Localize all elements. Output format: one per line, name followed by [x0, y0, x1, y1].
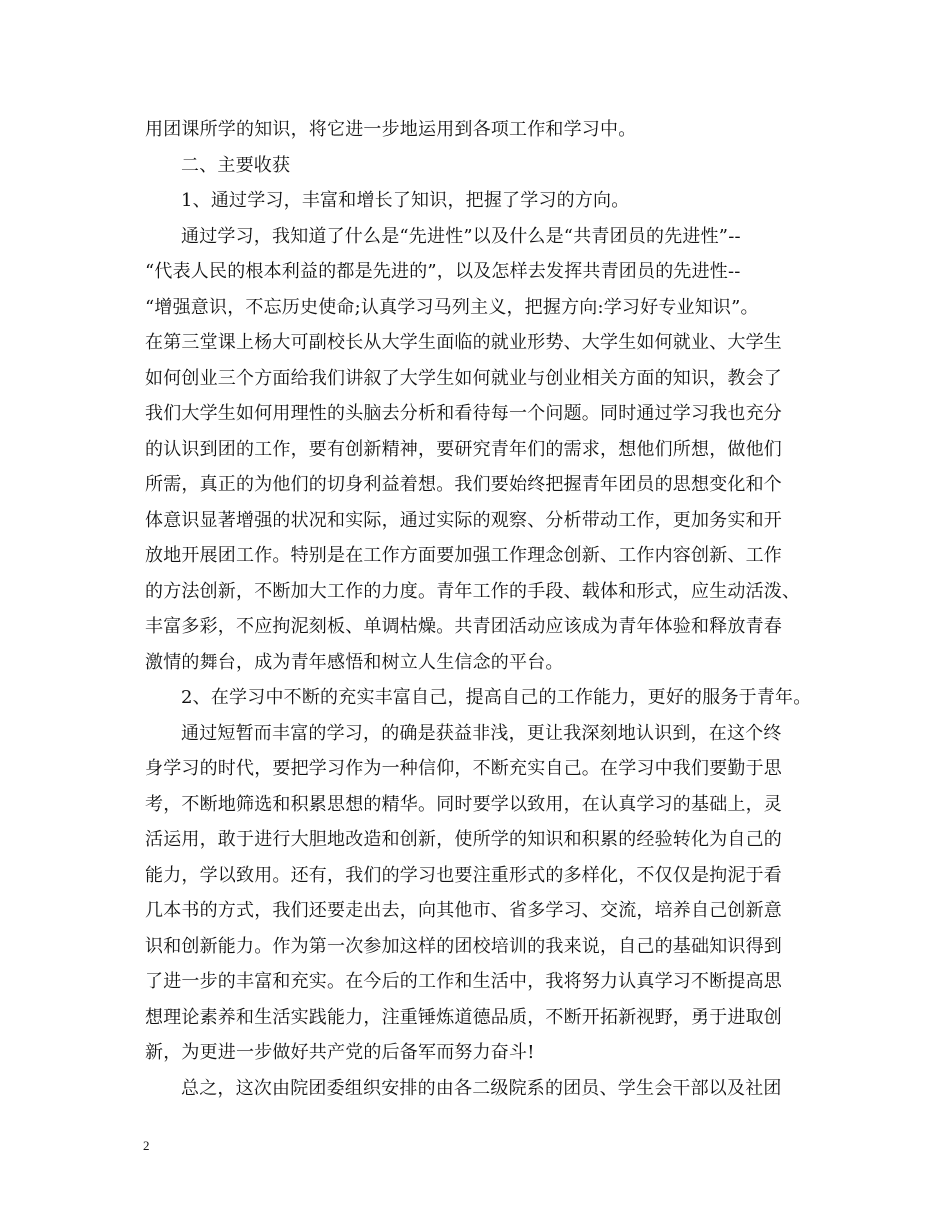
text-line: 二、主要收获 — [181, 154, 291, 176]
text-line: 活运用，敢于进行大胆地改造和创新，使所学的知识和积累的经验转化为自己的 — [145, 829, 782, 850]
text-line: 了进一步的丰富和充实。在今后的工作和生活中，我将努力认真学习不断提高思 — [145, 971, 782, 992]
text-line: 通过学习，我知道了什么是“先进性”以及什么是“共青团员的先进性”-- — [181, 225, 741, 247]
text-line: 在第三堂课上杨大可副校长从大学生面临的就业形势、大学生如何就业、大学生 — [145, 332, 782, 353]
text-line: 用团课所学的知识，将它进一步地运用到各项工作和学习中。 — [145, 119, 637, 140]
text-line: 通过短暂而丰富的学习，的确是获益非浅，更让我深刻地认识到，在这个终 — [181, 722, 782, 744]
text-line: 想理论素养和生活实践能力，注重锤炼道德品质，不断开拓新视野，勇于进取创 — [145, 1006, 782, 1028]
text-line: 新，为更进一步做好共产党的后备军而努力奋斗! — [145, 1042, 535, 1063]
text-line: 1、通过学习，丰富和增长了知识，把握了学习的方向。 — [181, 190, 630, 211]
text-line: 身学习的时代，要把学习作为一种信仰，不断充实自己。在学习中我们要勤于思 — [145, 758, 782, 779]
text-line: 如何创业三个方面给我们讲叙了大学生如何就业与创业相关方面的知识，教会了 — [145, 367, 782, 389]
text-line: 所需，真正的为他们的切身利益着想。我们要始终把握青年团员的思想变化和个 — [145, 474, 782, 495]
text-line: 能力，学以致用。还有，我们的学习也要注重形式的多样化，不仅仅是拘泥于看 — [145, 864, 782, 886]
text-line: “增强意识，不忘历史使命;认真学习马列主义，把握方向:学习好专业知识”。 — [145, 296, 759, 318]
text-line: 激情的舞台，成为青年感悟和树立人生信念的平台。 — [145, 651, 564, 673]
text-line: 总之，这次由院团委组织安排的由各二级院系的团员、学生会干部以及社团 — [181, 1077, 782, 1099]
text-line: 体意识显著增强的状况和实际，通过实际的观察、分析带动工作，更加务实和开 — [145, 509, 782, 531]
text-line: 丰富多彩，不应拘泥刻板、单调枯燥。共青团活动应该成为青年体验和释放青春 — [145, 616, 782, 637]
text-line: 考，不断地筛选和积累思想的精华。同时要学以致用，在认真学习的基础上，灵 — [145, 793, 782, 815]
text-line: 2、在学习中不断的充实丰富自己，提高自己的工作能力，更好的服务于青年。 — [181, 687, 812, 708]
text-line: “代表人民的根本利益的都是先进的”，以及怎样去发挥共青团员的先进性-- — [145, 261, 741, 282]
text-line: 几本书的方式，我们还要走出去，向其他市、省多学习、交流，培养自己创新意 — [145, 900, 782, 921]
body-text — [145, 112, 825, 1106]
text-line: 的方法创新，不断加大工作的力度。青年工作的手段、载体和形式，应生动活泼、 — [145, 580, 801, 602]
text-line: 的认识到团的工作，要有创新精神，要研究青年们的需求，想他们所想，做他们 — [145, 438, 782, 460]
text-line: 识和创新能力。作为第一次参加这样的团校培训的我来说，自己的基础知识得到 — [145, 935, 782, 957]
text-line: 我们大学生如何用理性的头脑去分析和看待每一个问题。同时通过学习我也充分 — [145, 403, 782, 424]
text-line: 放地开展团工作。特别是在工作方面要加强工作理念创新、工作内容创新、工作 — [145, 545, 782, 566]
page-number: 2 — [143, 1138, 150, 1153]
